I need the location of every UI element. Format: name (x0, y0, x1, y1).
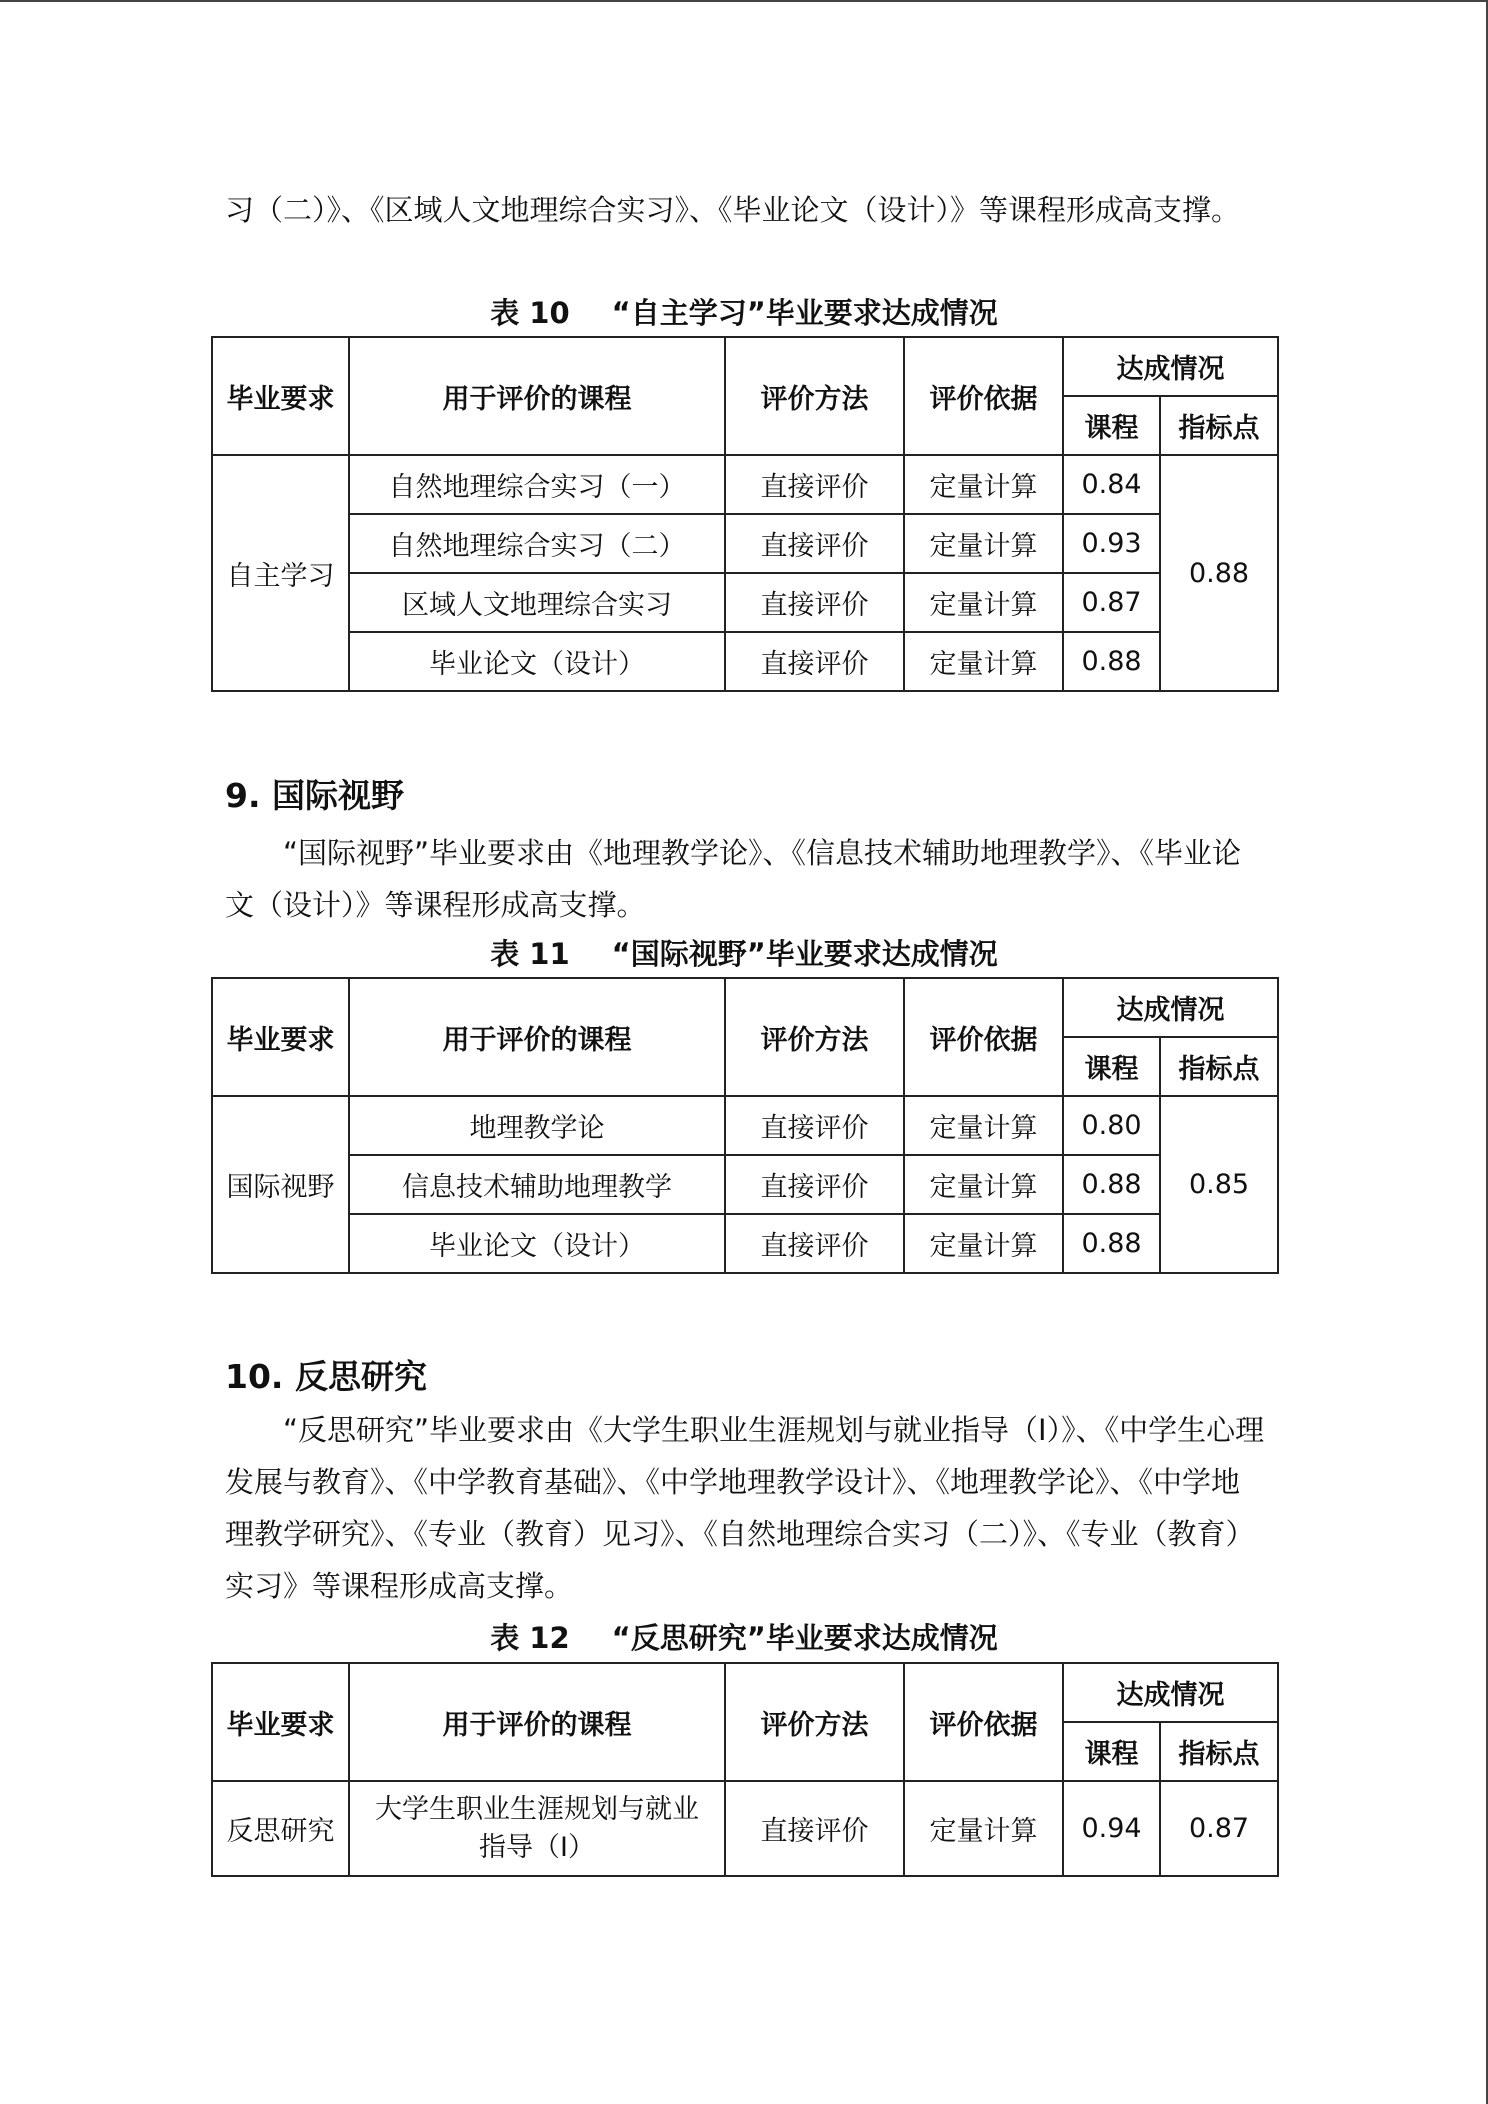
header-achievement: 达成情况 (1063, 1663, 1278, 1722)
header-requirement: 毕业要求 (212, 337, 349, 455)
basis-cell: 定量计算 (904, 455, 1063, 514)
header-method: 评价方法 (725, 337, 904, 455)
method-cell: 直接评价 (725, 514, 904, 573)
table10-number: 表 10 (490, 296, 570, 330)
indicator-cell: 0.85 (1160, 1096, 1278, 1273)
table-row (212, 514, 1278, 573)
indicator-cell: 0.88 (1160, 455, 1278, 691)
method-cell: 直接评价 (725, 455, 904, 514)
header-courses: 用于评价的课程 (349, 1663, 725, 1781)
course-cell (349, 1781, 725, 1876)
header-basis: 评价依据 (904, 978, 1063, 1096)
basis-cell: 定量计算 (904, 1096, 1063, 1155)
table11-number: 表 11 (490, 937, 570, 971)
course-line-1: 大学生职业生涯规划与就业 (375, 1793, 699, 1825)
table-row (212, 1096, 1278, 1155)
table12-number: 表 12 (490, 1621, 570, 1655)
header-achievement: 达成情况 (1063, 978, 1278, 1037)
indicator-cell: 0.87 (1160, 1781, 1278, 1876)
table-row (212, 573, 1278, 632)
table-row (212, 1155, 1278, 1214)
table11-caption (211, 934, 1277, 974)
header-basis: 评价依据 (904, 1663, 1063, 1781)
score-cell: 0.94 (1063, 1781, 1160, 1876)
score-cell: 0.88 (1063, 1155, 1160, 1214)
course-cell: 区域人文地理综合实习 (349, 573, 725, 632)
method-cell: 直接评价 (725, 1214, 904, 1273)
basis-cell: 定量计算 (904, 514, 1063, 573)
header-course-score: 课程 (1063, 1722, 1160, 1781)
table-header-row (212, 1663, 1278, 1722)
basis-cell: 定量计算 (904, 1214, 1063, 1273)
method-cell: 直接评价 (725, 573, 904, 632)
course-line-2: 指导（I） (479, 1831, 595, 1863)
intro-paragraph: 习（二）》、《区域人文地理综合实习》、《毕业论文（设计）》等课程形成高支撑。 (225, 193, 1241, 227)
basis-cell: 定量计算 (904, 1781, 1063, 1876)
course-cell: 毕业论文（设计） (349, 632, 725, 691)
header-method: 评价方法 (725, 978, 904, 1096)
header-basis: 评价依据 (904, 337, 1063, 455)
section9-heading: 9. 国际视野 (225, 776, 404, 815)
basis-cell: 定量计算 (904, 1155, 1063, 1214)
table10-caption (211, 293, 1277, 333)
table10-title: “自主学习”毕业要求达成情况 (611, 296, 998, 330)
header-courses: 用于评价的课程 (349, 978, 725, 1096)
score-cell: 0.80 (1063, 1096, 1160, 1155)
header-achievement: 达成情况 (1063, 337, 1278, 396)
basis-cell: 定量计算 (904, 573, 1063, 632)
requirement-cell: 自主学习 (212, 455, 349, 691)
score-cell: 0.88 (1063, 1214, 1160, 1273)
table12 (211, 1662, 1279, 1877)
header-courses: 用于评价的课程 (349, 337, 725, 455)
course-cell: 信息技术辅助地理教学 (349, 1155, 725, 1214)
table-row (212, 1781, 1278, 1876)
table11 (211, 977, 1279, 1274)
score-cell: 0.93 (1063, 514, 1160, 573)
header-method: 评价方法 (725, 1663, 904, 1781)
section10-heading: 10. 反思研究 (225, 1357, 427, 1396)
method-cell: 直接评价 (725, 1096, 904, 1155)
basis-cell: 定量计算 (904, 632, 1063, 691)
table-row (212, 455, 1278, 514)
course-cell: 自然地理综合实习（二） (349, 514, 725, 573)
table-row (212, 1214, 1278, 1273)
header-course-score: 课程 (1063, 396, 1160, 455)
score-cell: 0.87 (1063, 573, 1160, 632)
header-indicator: 指标点 (1160, 396, 1278, 455)
table-row (212, 632, 1278, 691)
method-cell: 直接评价 (725, 1155, 904, 1214)
score-cell: 0.84 (1063, 455, 1160, 514)
table10 (211, 336, 1279, 692)
method-cell: 直接评价 (725, 632, 904, 691)
header-indicator: 指标点 (1160, 1037, 1278, 1096)
course-cell: 自然地理综合实习（一） (349, 455, 725, 514)
table-header-row (212, 337, 1278, 396)
requirement-cell: 反思研究 (212, 1781, 349, 1876)
table12-title: “反思研究”毕业要求达成情况 (611, 1621, 998, 1655)
score-cell: 0.88 (1063, 632, 1160, 691)
course-cell: 毕业论文（设计） (349, 1214, 725, 1273)
header-course-score: 课程 (1063, 1037, 1160, 1096)
section10-paragraph: “反思研究”毕业要求由《大学生职业生涯规划与就业指导（I）》、《中学生心理发展与教育》、《中学教育基础》、《中学地理教学设计》、《地理教学论》、《中学地理教学研究》、《专业（教育）见习》、《自然地理综合实习（二）》、《专业（教育）实习》等课程形成高支撑。 (225, 1413, 1265, 1603)
header-indicator: 指标点 (1160, 1722, 1278, 1781)
course-cell: 地理教学论 (349, 1096, 725, 1155)
table-header-row (212, 978, 1278, 1037)
table12-caption (211, 1618, 1277, 1658)
method-cell: 直接评价 (725, 1781, 904, 1876)
requirement-cell: 国际视野 (212, 1096, 349, 1273)
table11-title: “国际视野”毕业要求达成情况 (611, 937, 998, 971)
section9-paragraph: “国际视野”毕业要求由《地理教学论》、《信息技术辅助地理教学》、《毕业论文（设计）》等课程形成高支撑。 (225, 836, 1242, 922)
header-requirement: 毕业要求 (212, 1663, 349, 1781)
header-requirement: 毕业要求 (212, 978, 349, 1096)
